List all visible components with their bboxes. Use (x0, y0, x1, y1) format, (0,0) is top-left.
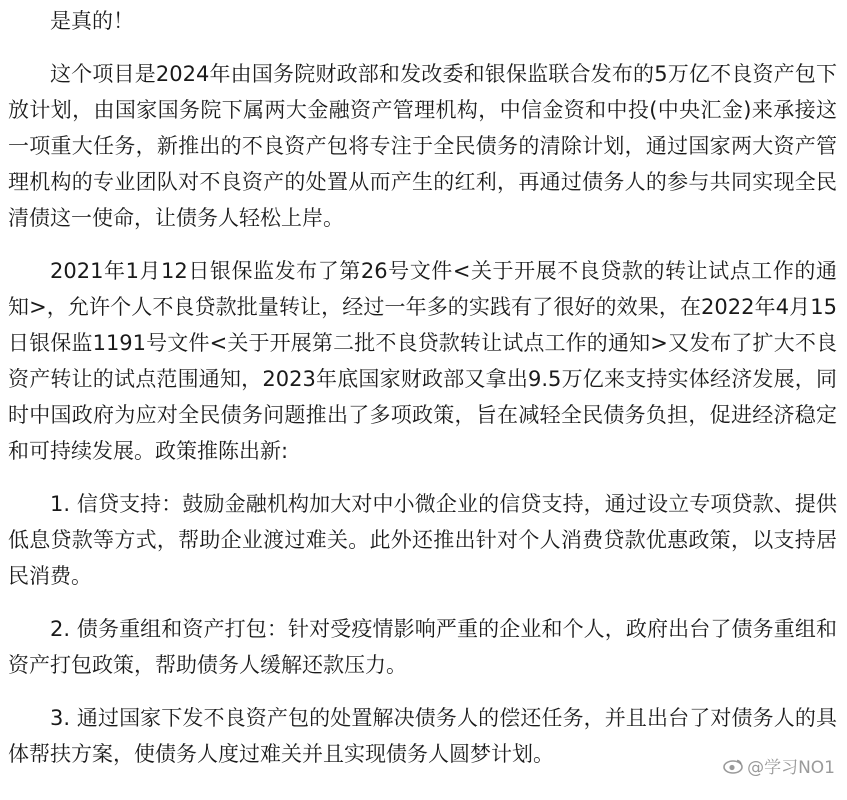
paragraph-debt-restructuring: 2. 债务重组和资产打包：针对受疫情影响严重的企业和个人，政府出台了债务重组和资产打包政策，帮助债务人缓解还款压力。 (8, 617, 837, 677)
paragraph-policy-history: 2021年1月12日银保监发布了第26号文件<关于开展不良贷款的转让试点工作的通知>，允许个人不良贷款批量转让，经过一年多的实践有了很好的效果，在2022年4月15日银保监1191号文件<关于开展第二批不良贷款转让试点工作的通知>又发布了扩大不良资产转让的试点范围通知，2023年底国家财政部又拿出9.5万亿来支持实体经济发展，同时中国政府为应对全民债务问题推出了多项政策，旨在减轻全民债务负担，促进经济稳定和可持续发展。政策推陈出新: (8, 259, 837, 463)
weibo-eye-icon (723, 758, 743, 774)
paragraph-credit-support: 1. 信贷支持：鼓励金融机构加大对中小微企业的信贷支持，通过设立专项贷款、提供低息贷款等方式，帮助企业渡过难关。此外还推出针对个人消费贷款优惠政策，以支持居民消费。 (8, 492, 837, 588)
paragraph-intro: 是真的！ (50, 9, 134, 33)
paragraph-asset-package: 3. 通过国家下发不良资产包的处置解决债务人的偿还任务，并且出台了对债务人的具体帮扶方案，使债务人度过难关并且实现债务人圆梦计划。 (8, 706, 837, 766)
watermark-text: @学习NO1 (747, 758, 835, 778)
paragraph-project: 这个项目是2024年由国务院财政部和发改委和银保监联合发布的5万亿不良资产包下放计划，由国家国务院下属两大金融资产管理机构，中信金资和中投(中央汇金)来承接这一项重大任务，新推出的不良资产包将专注于全民债务的清除计划，通过国家两大资产管理机构的专业团队对不良资产的处置从而产生的红利，再通过债务人的参与共同实现全民清债这一使命，让债务人轻松上岸。 (8, 62, 837, 230)
watermark (723, 753, 835, 778)
